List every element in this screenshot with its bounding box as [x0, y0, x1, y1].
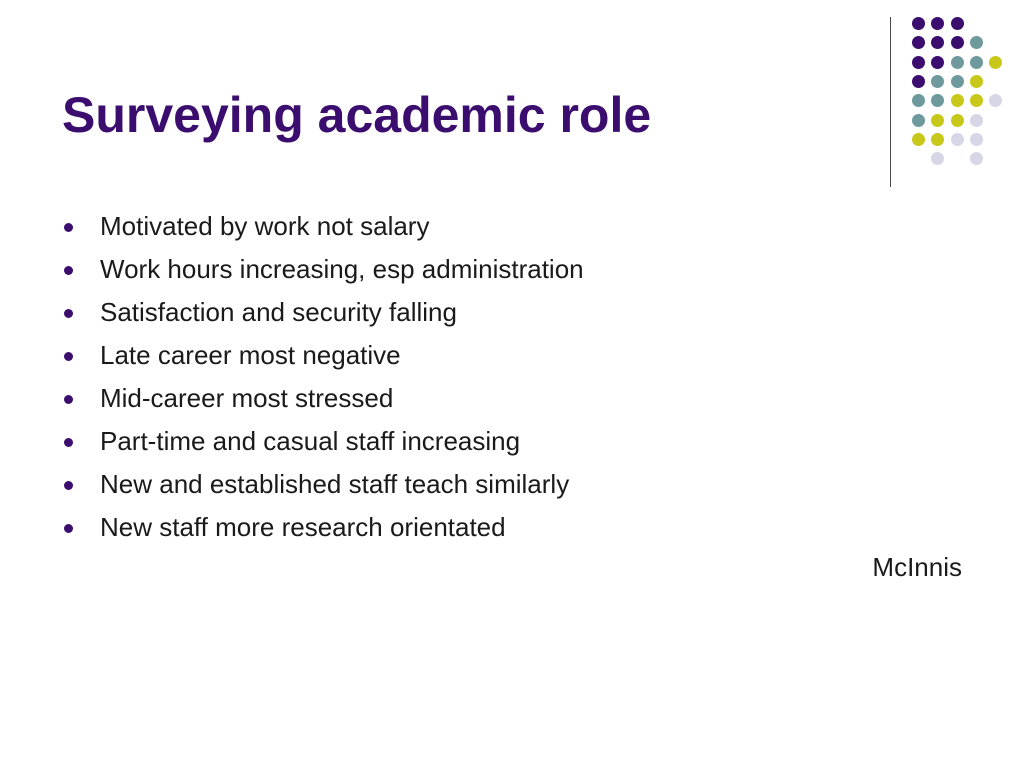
- bullet-text: Late career most negative: [100, 340, 401, 370]
- decorative-dot: [912, 114, 925, 127]
- bullet-text: Work hours increasing, esp administration: [100, 254, 584, 284]
- bullet-marker-icon: [64, 223, 73, 232]
- decorative-dot: [931, 133, 944, 146]
- decorative-dot: [989, 56, 1002, 69]
- decorative-dot: [912, 56, 925, 69]
- decorative-dot: [931, 94, 944, 107]
- bullet-text: New and established staff teach similarly: [100, 469, 570, 499]
- decorative-dot: [951, 36, 964, 49]
- decorative-dot: [931, 75, 944, 88]
- bullet-text: Part-time and casual staff increasing: [100, 426, 521, 456]
- decorative-dot: [970, 75, 983, 88]
- decorative-dot: [970, 114, 983, 127]
- bullet-marker-icon: [64, 524, 73, 533]
- bullet-text: Motivated by work not salary: [100, 211, 430, 241]
- decorative-dot: [931, 152, 944, 165]
- bullet-marker-icon: [64, 438, 73, 447]
- decorative-dot: [931, 36, 944, 49]
- decorative-dot: [912, 36, 925, 49]
- decorative-dot: [912, 75, 925, 88]
- decorative-dot: [970, 152, 983, 165]
- bullet-marker-icon: [64, 352, 73, 361]
- decorative-dot: [970, 36, 983, 49]
- vertical-divider: [890, 17, 891, 187]
- decorative-dot: [970, 133, 983, 146]
- bullet-marker-icon: [64, 309, 73, 318]
- bullet-text: Mid-career most stressed: [100, 383, 394, 413]
- decorative-dot: [931, 56, 944, 69]
- decorative-dot: [951, 94, 964, 107]
- decorative-dot: [951, 133, 964, 146]
- attribution: McInnis: [872, 552, 962, 582]
- bullet-marker-icon: [64, 395, 73, 404]
- decorative-dot: [951, 17, 964, 30]
- decorative-dot: [951, 75, 964, 88]
- decorative-dot: [989, 94, 1002, 107]
- slide-title: Surveying academic role: [62, 87, 652, 143]
- bullet-text: Satisfaction and security falling: [100, 297, 457, 327]
- decorative-dot: [912, 17, 925, 30]
- decorative-dot: [970, 94, 983, 107]
- decorative-dot: [912, 133, 925, 146]
- decorative-dot: [951, 56, 964, 69]
- decorative-dot: [951, 114, 964, 127]
- decorative-dot: [931, 17, 944, 30]
- bullet-marker-icon: [64, 481, 73, 490]
- decorative-dot: [970, 56, 983, 69]
- decorative-dot: [931, 114, 944, 127]
- bullet-marker-icon: [64, 266, 73, 275]
- bullet-text: New staff more research orientated: [100, 512, 506, 542]
- decorative-dot: [912, 94, 925, 107]
